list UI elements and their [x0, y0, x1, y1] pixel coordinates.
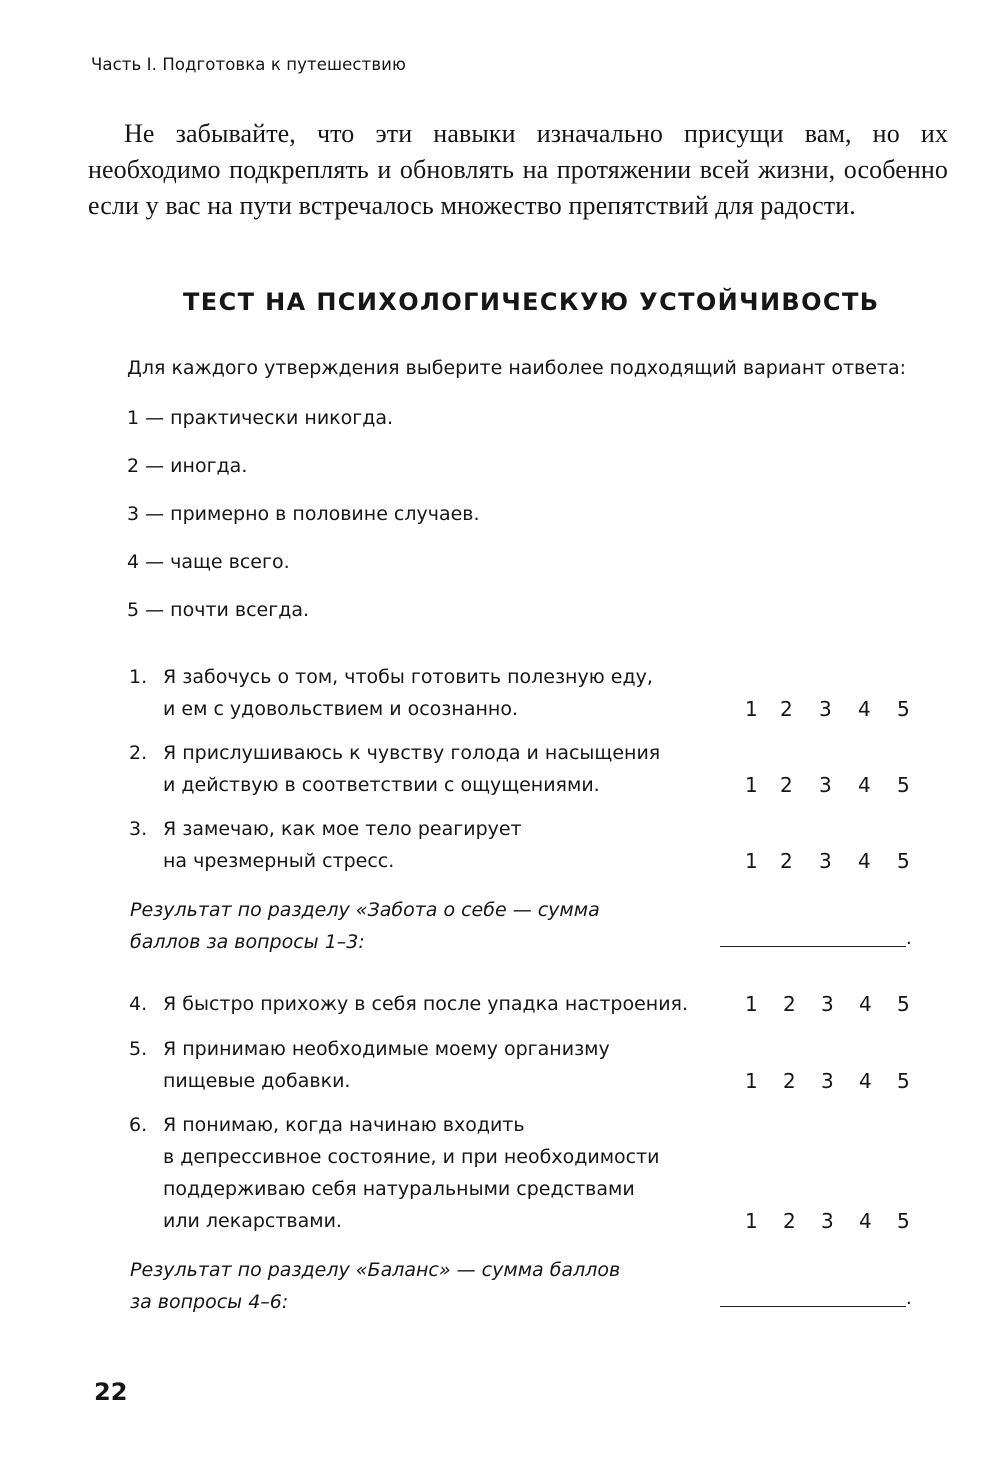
result-self-care [130, 894, 690, 958]
rating-option-3[interactable]: 3 [819, 849, 832, 873]
question-1 [0, 661, 1000, 731]
question-2 [0, 737, 1000, 807]
instructions: Для каждого утверждения выберите наиболее подходящий вариант ответа: [127, 357, 907, 379]
rating-option-4[interactable]: 4 [859, 1069, 872, 1093]
question-number: 1. [129, 666, 148, 688]
question-line: пищевые добавки. [163, 1070, 351, 1092]
rating-option-1[interactable]: 1 [745, 697, 758, 721]
question-number: 4. [129, 993, 148, 1015]
rating-option-4[interactable]: 4 [858, 849, 871, 873]
rating-option-3[interactable]: 3 [819, 773, 832, 797]
question-3 [0, 813, 1000, 883]
rating-option-5[interactable]: 5 [897, 992, 910, 1016]
rating-option-3[interactable]: 3 [819, 697, 832, 721]
rating-option-5[interactable]: 5 [897, 1069, 910, 1093]
question-line: на чрезмерный стресс. [163, 850, 395, 872]
question-line: Я замечаю, как мое тело реагирует [163, 818, 522, 840]
result-line: Результат по разделу «Забота о себе — сумма [130, 899, 600, 921]
rating-option-3[interactable]: 3 [821, 1069, 834, 1093]
rating-option-2[interactable]: 2 [783, 1069, 796, 1093]
rating-option-4[interactable]: 4 [858, 773, 871, 797]
result-blank-balance[interactable] [720, 1306, 906, 1307]
question-number: 3. [129, 818, 148, 840]
rating-option-1[interactable]: 1 [745, 1209, 758, 1233]
rating-option-5[interactable]: 5 [897, 849, 910, 873]
rating-option-2[interactable]: 2 [780, 773, 793, 797]
rating-option-5[interactable]: 5 [897, 773, 910, 797]
rating-option-1[interactable]: 1 [745, 1069, 758, 1093]
rating-option-4[interactable]: 4 [858, 697, 871, 721]
result-blank-self-care[interactable] [720, 946, 906, 947]
question-line: или лекарствами. [163, 1210, 342, 1232]
rating-option-1[interactable]: 1 [745, 992, 758, 1016]
rating-option-1[interactable]: 1 [745, 773, 758, 797]
question-number: 5. [129, 1038, 148, 1060]
rating-option-5[interactable]: 5 [897, 697, 910, 721]
question-number: 6. [129, 1114, 148, 1136]
result-line: Результат по разделу «Баланс» — сумма баллов [130, 1259, 621, 1281]
result-balance [130, 1254, 690, 1318]
scale-option-2: 2 — иногда. [127, 455, 248, 477]
result-line: баллов за вопросы 1–3: [130, 931, 365, 953]
page-number: 22 [94, 1378, 128, 1406]
question-5 [0, 1033, 1000, 1103]
question-line: и действую в соответствии с ощущениями. [163, 774, 600, 796]
scale-option-1: 1 — практически никогда. [127, 407, 394, 429]
rating-option-2[interactable]: 2 [783, 992, 796, 1016]
intro-paragraph: Не забывайте, что эти навыки изначально присущи вам, но их необходимо подкреплять и обновлять на протяжении всей жизни, особенно если у вас на пути встречалось множество препятствий для радости. [88, 119, 948, 220]
question-line: поддерживаю себя натуральными средствами [163, 1178, 635, 1200]
question-line: Я принимаю необходимые моему организму [163, 1038, 610, 1060]
rating-option-5[interactable]: 5 [897, 1209, 910, 1233]
result-period: . [906, 1288, 912, 1309]
question-line: Я прислушиваюсь к чувству голода и насыщения [163, 742, 661, 764]
question-number: 2. [129, 742, 148, 764]
question-6 [0, 1109, 1000, 1243]
question-line: в депрессивное состояние, и при необходимости [163, 1146, 660, 1168]
rating-option-4[interactable]: 4 [859, 992, 872, 1016]
scale-option-3: 3 — примерно в половине случаев. [127, 503, 480, 525]
rating-option-4[interactable]: 4 [859, 1209, 872, 1233]
question-line: Я быстро прихожу в себя после упадка настроения. [163, 993, 689, 1015]
result-line: за вопросы 4–6: [130, 1291, 289, 1313]
scale-option-4: 4 — чаще всего. [127, 551, 290, 573]
rating-option-3[interactable]: 3 [821, 992, 834, 1016]
question-line: и ем с удовольствием и осознанно. [163, 698, 518, 720]
rating-option-2[interactable]: 2 [780, 697, 793, 721]
rating-option-2[interactable]: 2 [783, 1209, 796, 1233]
question-line: Я забочусь о том, чтобы готовить полезную еду, [163, 666, 653, 688]
scale-option-5: 5 — почти всегда. [127, 599, 310, 621]
section-title: ТЕСТ НА ПСИХОЛОГИЧЕСКУЮ УСТОЙЧИВОСТЬ [183, 288, 880, 316]
rating-option-2[interactable]: 2 [780, 849, 793, 873]
rating-option-1[interactable]: 1 [745, 849, 758, 873]
rating-option-3[interactable]: 3 [821, 1209, 834, 1233]
running-head: Часть I. Подготовка к путешествию [91, 55, 406, 74]
question-line: Я понимаю, когда начинаю входить [163, 1114, 525, 1136]
result-period: . [906, 928, 912, 949]
question-4 [0, 988, 1000, 1024]
answer-scale [127, 404, 480, 644]
